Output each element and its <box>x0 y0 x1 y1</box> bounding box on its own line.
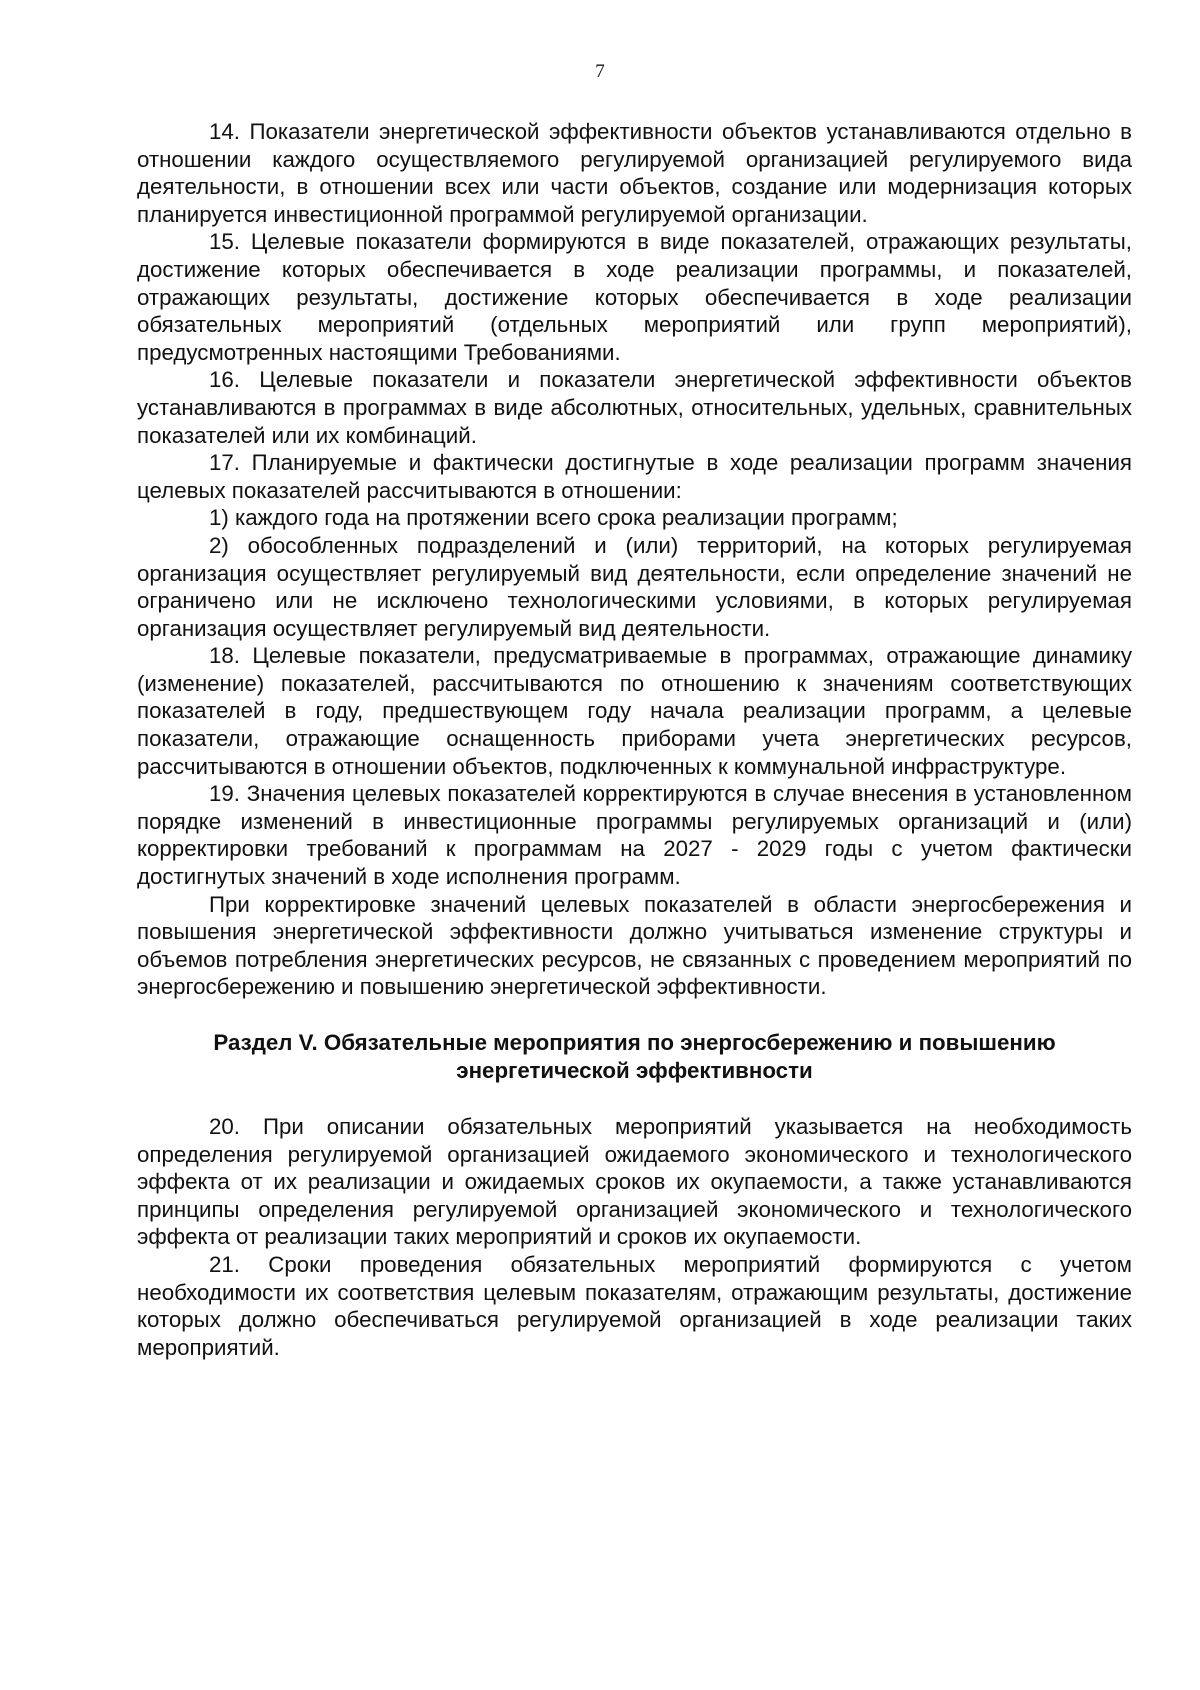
paragraph-16: 16. Целевые показатели и показатели энергетической эффективности объектов устанавливаются в программах в виде абсолютных, относительных, удельных, сравнительных показателей или их комбинаций. <box>137 367 1132 448</box>
paragraph-19-continuation: При корректировке значений целевых показателей в области энергосбережения и повышения энергетической эффективности должно учитываться изменение структуры и объемов потребления энергетических ресурсов, не связанных с проведением мероприятий по энергосбережению и повышению энергетической эффективности. <box>137 891 1132 1000</box>
paragraph-17-item-1: 1) каждого года на протяжении всего срока реализации программ; <box>209 505 898 531</box>
section-heading: Раздел V. Обязательные мероприятия по энергосбережению и повышению энергетической эффективности <box>213 1030 1056 1083</box>
paragraph-17-item-2: 2) обособленных подразделений и (или) территорий, на которых регулируемая организация осуществляет регулируемый вид деятельности, если определение значений не ограничено или не исключено технологическими условиями, в которых регулируемая организация осуществляет регулируемый вид деятельности. <box>137 532 1132 641</box>
paragraph-18: 18. Целевые показатели, предусматриваемые в программах, отражающие динамику (изменение) показателей, рассчитываются по отношению к значениям соответствующих показателей в году, предшествующем году начала реализации программ, а целевые показатели, отражающие оснащенность приборами учета энергетических ресурсов, рассчитываются в отношении объектов, подключенных к коммунальной инфраструктуре. <box>137 643 1132 779</box>
paragraph-14: 14. Показатели энергетической эффективности объектов устанавливаются отдельно в отношении каждого осуществляемого регулируемой организацией регулируемого вида деятельности, в отношении всех или части объектов, создание или модернизация которых планируется инвестиционной программой регулируемой организации. <box>137 119 1132 227</box>
document-body <box>137 118 1132 1361</box>
paragraph-17: 17. Планируемые и фактически достигнутые в ходе реализации программ значения целевых показателей рассчитываются в отношении: <box>137 450 1132 503</box>
paragraph-21: 21. Сроки проведения обязательных мероприятий формируются с учетом необходимости их соответствия целевым показателям, отражающим результаты, достижение которых должно обеспечиваться регулируемой организацией в ходе реализации таких мероприятий. <box>137 1251 1132 1360</box>
paragraph-19: 19. Значения целевых показателей корректируются в случае внесения в установленном порядке изменений в инвестиционные программы регулируемых организаций и (или) корректировки требований к программам на 2027 - 2029 годы с учетом фактически достигнутых значений в ходе исполнения программ. <box>137 781 1132 890</box>
page-number: 7 <box>595 61 605 82</box>
paragraph-20: 20. При описании обязательных мероприятий указывается на необходимость определения регулируемой организацией ожидаемого экономического и технологического эффекта от их реализации и ожидаемых сроков их окупаемости, а также устанавливаются принципы определения регулируемой организацией экономического и технологического эффекта от реализации таких мероприятий и сроков их окупаемости. <box>137 1114 1132 1250</box>
paragraph-15: 15. Целевые показатели формируются в виде показателей, отражающих результаты, достижение которых обеспечивается в ходе реализации программы, и показателей, отражающих результаты, достижение которых обеспечивается в ходе реализации обязательных мероприятий (отдельных мероприятий или групп мероприятий), предусмотренных настоящими Требованиями. <box>137 229 1132 365</box>
